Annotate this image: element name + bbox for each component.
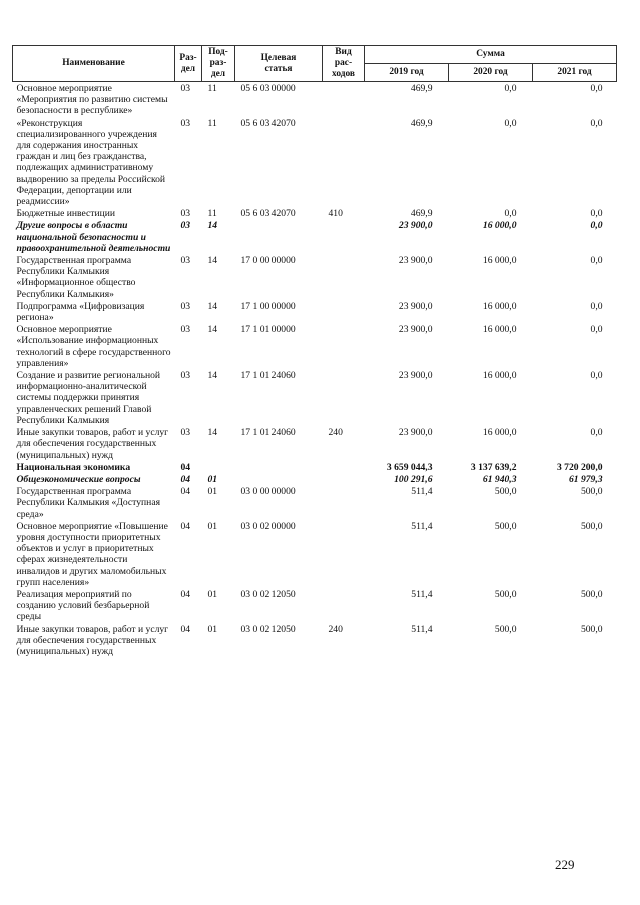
row-name: «Реконструкция специализированного учреждения для содержания иностранных граждан и лиц без гражданства, подлежащих административному выдворению за пределы Российской Федерации, депортации или реадмиссии» (16, 117, 166, 208)
row-name: Государственная программа Республики Калмыкия «Информационное общество Республики Калмыкия» (16, 255, 136, 300)
row-sum-2019: 3 659 044,3 (386, 461, 433, 473)
row-podrazdel: 01 (207, 520, 218, 532)
row-razdel: 03 (180, 370, 191, 382)
row-podrazdel: 14 (207, 220, 218, 232)
row-sum-2021: 500,0 (580, 623, 603, 635)
row-vid (323, 473, 365, 485)
table-row (13, 117, 617, 208)
row-vid (323, 117, 365, 208)
budget-table-page (12, 45, 616, 657)
row-podrazdel: 14 (207, 427, 218, 439)
row-podrazdel: 11 (207, 208, 217, 220)
row-razdel: 04 (180, 473, 191, 485)
row-sum-2019: 511,4 (411, 486, 433, 498)
row-sum-2021: 500,0 (580, 486, 603, 498)
row-razdel: 04 (180, 486, 191, 498)
row-vid (323, 219, 365, 254)
table-row (13, 254, 617, 300)
row-name: Иные закупки товаров, работ и услуг для обеспечения государственных (муниципальных) нужд (16, 427, 169, 461)
table-row (13, 323, 617, 369)
row-name: Общеэкономические вопросы (16, 473, 141, 485)
row-sum-2019: 469,9 (410, 83, 433, 94)
row-vid: 240 (328, 623, 343, 635)
row-sum-2021: 0,0 (590, 324, 603, 336)
row-vid (323, 300, 365, 323)
row-sum-2021: 0,0 (590, 300, 603, 312)
row-sum-2019: 511,4 (411, 520, 433, 532)
row-sum-2019: 100 291,6 (394, 473, 433, 485)
row-sum-2019: 23 900,0 (398, 427, 433, 439)
row-sum-2021: 0,0 (590, 370, 603, 382)
row-razdel: 03 (180, 255, 191, 267)
table-row (13, 520, 617, 588)
row-vid (323, 369, 365, 426)
row-sum-2021: 0,0 (590, 427, 603, 439)
row-podrazdel: 14 (207, 255, 218, 267)
row-razdel: 03 (180, 117, 191, 129)
table-row (13, 473, 617, 485)
row-podrazdel: 11 (207, 83, 217, 94)
table-row (13, 485, 617, 520)
table-row (13, 461, 617, 473)
row-podrazdel: 01 (207, 473, 218, 485)
row-name: Реализация мероприятий по созданию условий безбарьерной среды (16, 588, 150, 623)
row-podrazdel: 01 (207, 486, 218, 498)
row-vid (323, 82, 365, 117)
row-sum-2020: 500,0 (494, 623, 517, 635)
row-name: Государственная программа Республики Калмыкия «Доступная среда» (16, 486, 160, 520)
row-sum-2020: 0,0 (504, 117, 517, 129)
row-sum-2021: 0,0 (590, 117, 603, 129)
row-name: Иные закупки товаров, работ и услуг для обеспечения государственных (муниципальных) нужд (16, 623, 169, 657)
row-razdel: 03 (180, 300, 191, 312)
row-vid (323, 323, 365, 369)
row-sum-2020: 500,0 (494, 588, 517, 600)
row-podrazdel (202, 461, 235, 473)
row-name: Другие вопросы в области национальной безопасности и правоохранительной деятельности (16, 220, 171, 254)
budget-table (12, 45, 617, 657)
row-vid (323, 520, 365, 588)
header-2019: 2019 год (365, 64, 449, 82)
row-target: 03 0 00 00000 (240, 486, 296, 498)
row-razdel: 03 (180, 208, 191, 220)
row-sum-2021: 61 979,3 (568, 473, 603, 485)
row-razdel: 04 (180, 461, 191, 473)
row-razdel: 04 (180, 588, 191, 600)
header-2020: 2020 год (449, 64, 533, 82)
row-name: Национальная экономика (16, 461, 131, 473)
page-number: 229 (555, 857, 575, 872)
header-name: Наименование (13, 46, 175, 82)
row-podrazdel: 01 (207, 623, 218, 635)
table-row (13, 219, 617, 254)
row-sum-2021: 3 720 200,0 (556, 461, 603, 473)
row-sum-2021: 0,0 (590, 220, 603, 232)
table-body (13, 82, 617, 658)
row-target: 05 6 03 42070 (240, 117, 296, 129)
row-name: Создание и развитие региональной информационно-аналитической системы поддержки принятия управленческих решений Главой Республики Калмыкия (16, 370, 161, 426)
row-name: Основное мероприятие «Использование информационных технологий в сфере государственного управления» (16, 324, 171, 369)
row-razdel: 03 (180, 220, 191, 232)
row-target: 03 0 02 12050 (240, 588, 296, 600)
row-vid (323, 485, 365, 520)
header-razdel: Раз- дел (175, 46, 202, 82)
row-sum-2019: 23 900,0 (398, 370, 433, 382)
table-row (13, 369, 617, 426)
row-name: Подпрограмма «Цифровизация региона» (16, 300, 145, 324)
row-sum-2020: 16 000,0 (482, 370, 517, 382)
row-target: 17 1 01 24060 (240, 427, 296, 439)
row-sum-2019: 469,9 (410, 117, 433, 129)
row-vid (323, 254, 365, 300)
row-razdel: 03 (180, 83, 191, 94)
table-row (13, 588, 617, 623)
table-row (13, 300, 617, 323)
row-sum-2020: 16 000,0 (482, 300, 517, 312)
row-target: 05 6 03 42070 (240, 208, 296, 220)
row-podrazdel: 14 (207, 370, 218, 382)
row-target (235, 473, 323, 485)
row-razdel: 04 (180, 520, 191, 532)
row-target: 17 0 00 00000 (240, 255, 296, 267)
row-razdel: 04 (180, 623, 191, 635)
row-name: Бюджетные инвестиции (16, 208, 115, 220)
row-sum-2020: 500,0 (494, 520, 517, 532)
table-row (13, 82, 617, 117)
row-vid (323, 461, 365, 473)
table-header (13, 46, 617, 82)
row-sum-2019: 23 900,0 (398, 324, 433, 336)
row-sum-2020: 3 137 639,2 (470, 461, 517, 473)
row-target (235, 219, 323, 254)
row-sum-2021: 0,0 (590, 208, 603, 220)
row-sum-2019: 23 900,0 (398, 220, 433, 232)
header-vid: Вид рас- ходов (323, 46, 365, 82)
row-sum-2020: 16 000,0 (482, 255, 517, 267)
row-sum-2021: 500,0 (580, 588, 603, 600)
row-vid (323, 588, 365, 623)
row-sum-2021: 0,0 (590, 255, 603, 267)
row-sum-2020: 16 000,0 (482, 427, 517, 439)
row-sum-2020: 0,0 (504, 83, 517, 94)
row-sum-2020: 16 000,0 (482, 220, 517, 232)
row-name: Основное мероприятие «Мероприятия по развитию системы безопасности в республике» (16, 83, 168, 117)
header-sum: Сумма (365, 46, 617, 64)
row-target (235, 461, 323, 473)
row-sum-2019: 511,4 (411, 623, 433, 635)
row-razdel: 03 (180, 324, 191, 336)
row-podrazdel: 01 (207, 588, 218, 600)
row-podrazdel: 11 (207, 117, 217, 129)
row-target: 03 0 02 00000 (240, 520, 296, 532)
row-sum-2020: 61 940,3 (482, 473, 517, 485)
table-row (13, 426, 617, 461)
row-vid: 240 (328, 427, 343, 439)
row-target: 17 1 00 00000 (240, 300, 296, 312)
row-sum-2020: 500,0 (494, 486, 517, 498)
row-sum-2020: 0,0 (504, 208, 517, 220)
table-row (13, 623, 617, 658)
row-name: Основное мероприятие «Повышение уровня доступности приоритетных объектов и услуг в приоритетных сферах жизнедеятельности инвалидов и других маломобильных групп населения» (16, 520, 168, 588)
row-target: 17 1 01 24060 (240, 370, 296, 382)
row-podrazdel: 14 (207, 300, 218, 312)
row-sum-2019: 511,4 (411, 588, 433, 600)
table-row (13, 207, 617, 219)
header-podrazdel: Под- раз- дел (202, 46, 235, 82)
row-sum-2020: 16 000,0 (482, 324, 517, 336)
row-podrazdel: 14 (207, 324, 218, 336)
header-target: Целевая статья (235, 46, 323, 82)
row-sum-2021: 0,0 (590, 83, 603, 94)
row-sum-2021: 500,0 (580, 520, 603, 532)
row-sum-2019: 469,9 (410, 208, 433, 220)
row-target: 05 6 03 00000 (240, 83, 296, 94)
header-2021: 2021 год (533, 64, 617, 82)
row-target: 17 1 01 00000 (240, 324, 296, 336)
row-sum-2019: 23 900,0 (398, 300, 433, 312)
row-target: 03 0 02 12050 (240, 623, 296, 635)
row-sum-2019: 23 900,0 (398, 255, 433, 267)
row-razdel: 03 (180, 427, 191, 439)
row-vid: 410 (328, 208, 343, 220)
